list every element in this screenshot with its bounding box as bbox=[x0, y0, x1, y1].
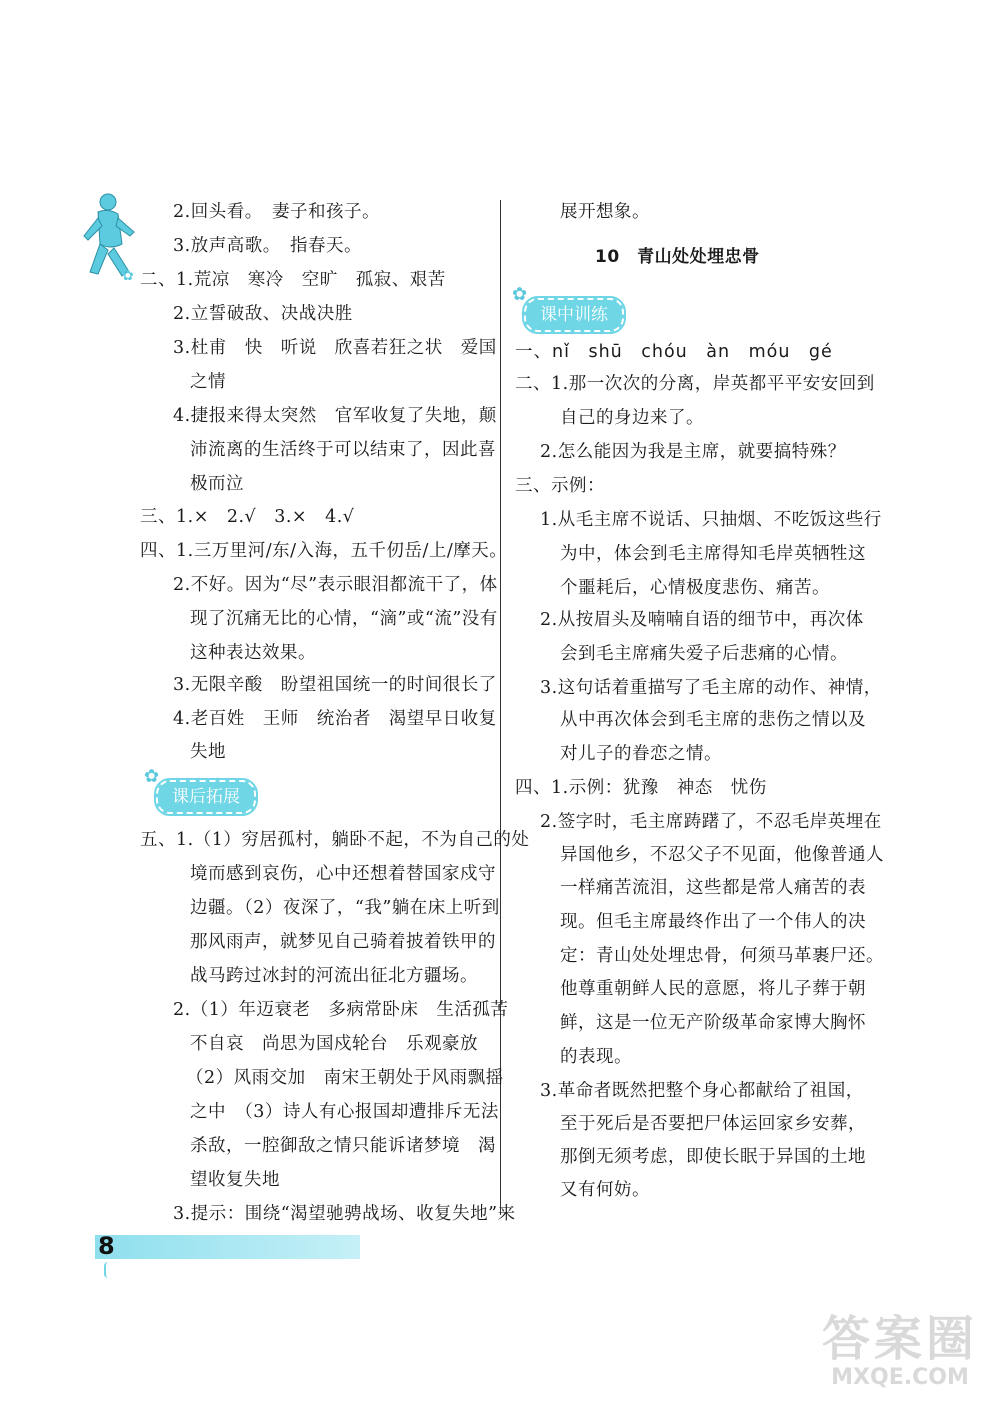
column-divider bbox=[500, 200, 501, 1215]
answer-line: 1.从毛主席不说话、只抽烟、不吃饭这些行 bbox=[540, 510, 882, 530]
answer-line: 之中 （3）诗人有心报国却遭排斥无法 bbox=[190, 1102, 499, 1122]
answer-line: 现。但毛主席最终作出了一个伟人的决 bbox=[560, 912, 866, 932]
answer-line: 望收复失地 bbox=[190, 1170, 280, 1190]
watermark-logo bbox=[810, 1300, 990, 1410]
answer-line: 异国他乡，不忍父子不见面，他像普通人 bbox=[560, 845, 884, 865]
answer-line: 3.这句话着重描写了毛主席的动作、神情， bbox=[540, 678, 882, 698]
pinyin-answers: 一、nǐ shū chóu àn móu gé bbox=[515, 342, 833, 362]
answer-line: 的表现。 bbox=[560, 1047, 632, 1067]
answer-line: 自己的身边来了。 bbox=[560, 408, 704, 428]
answer-line: 现了沉痛无比的心情，“滴”或“流”没有 bbox=[190, 609, 498, 629]
section-badge-classwork: 课中训练 bbox=[524, 298, 624, 332]
answer-line: 会到毛主席痛失爱子后悲痛的心情。 bbox=[560, 644, 848, 664]
answer-line: 3.放声高歌。 指春天。 bbox=[173, 236, 362, 256]
answer-line: 又有何妨。 bbox=[560, 1180, 650, 1200]
answer-line: 他尊重朝鲜人民的意愿，将儿子葬于朝 bbox=[560, 979, 866, 999]
answer-line: 3.杜甫 快 听说 欣喜若狂之状 爱国 bbox=[173, 338, 497, 358]
answer-line: 为中，体会到毛主席得知毛岸英牺牲这 bbox=[560, 544, 866, 564]
decorative-figure-icon bbox=[78, 192, 138, 287]
watermark-title: 答案圈 bbox=[821, 1311, 978, 1367]
answer-line: 极而泣 bbox=[190, 474, 244, 494]
answer-line: 一样痛苦流泪，这些都是常人痛苦的表 bbox=[560, 878, 866, 898]
answer-line: 定：青山处处埋忠骨，何须马革裹尸还。 bbox=[560, 946, 884, 966]
answer-line: 从中再次体会到毛主席的悲伤之情以及 bbox=[560, 710, 866, 730]
answer-line: 杀敌，一腔御敌之情只能诉诸梦境 渴 bbox=[190, 1136, 496, 1156]
answer-line: 3.革命者既然把整个身心都献给了祖国， bbox=[540, 1081, 864, 1101]
answer-line: 2.不好。因为“尽”表示眼泪都流干了，体 bbox=[173, 575, 498, 595]
section-badge-homework: 课后拓展 bbox=[156, 780, 256, 814]
answer-line: 不自哀 尚思为国戍轮台 乐观豪放 bbox=[190, 1034, 478, 1054]
footer-bar bbox=[95, 1235, 360, 1259]
answer-line: 四、1.示例：犹豫 神态 忧伤 bbox=[515, 778, 767, 798]
answer-line: 3.提示：围绕“渴望驰骋战场、收复失地”来 bbox=[173, 1204, 516, 1224]
answer-line: 展开想象。 bbox=[560, 202, 650, 222]
answer-line: 战马跨过冰封的河流出征北方疆场。 bbox=[190, 966, 478, 986]
answer-line: 4.老百姓 王师 统治者 渴望早日收复 bbox=[173, 709, 497, 729]
footer-ornament bbox=[104, 1262, 112, 1278]
answer-line: 2.（1）年迈衰老 多病常卧床 生活孤苦 bbox=[173, 1000, 509, 1020]
answer-line: 失地 bbox=[190, 742, 226, 762]
answer-line: 个噩耗后，心情极度悲伤、痛苦。 bbox=[560, 578, 830, 598]
answer-line: （2）风雨交加 南宋王朝处于风雨飘摇 bbox=[186, 1068, 504, 1088]
answer-line: 至于死后是否要把尸体运回家乡安葬， bbox=[560, 1114, 866, 1134]
answer-line: 4.捷报来得太突然 官军收复了失地，颠 bbox=[173, 406, 497, 426]
answer-line: 边疆。（2）夜深了，“我”躺在床上听到 bbox=[190, 898, 500, 918]
answer-line: 2.立誓破敌、决战决胜 bbox=[173, 304, 353, 324]
answer-line: 2.从按眉头及喃喃自语的细节中，再次体 bbox=[540, 610, 864, 630]
answer-line: 2.签字时，毛主席踌躇了，不忍毛岸英埋在 bbox=[540, 812, 882, 832]
answer-line: 五、1.（1）穷居孤村，躺卧不起，不为自己的处 bbox=[140, 830, 530, 850]
answer-line: 那倒无须考虑，即使长眠于异国的土地 bbox=[560, 1147, 866, 1167]
answer-line: 二、1.那一次次的分离，岸英都平平安安回到 bbox=[515, 374, 875, 394]
flower-icon: ✿ bbox=[144, 766, 160, 787]
lesson-title: 10 青山处处埋忠骨 bbox=[595, 247, 760, 267]
watermark-url: MXQE.COM bbox=[831, 1365, 969, 1390]
answer-line: 这种表达效果。 bbox=[190, 643, 316, 663]
answer-line: 三、1.× 2.√ 3.× 4.√ bbox=[140, 507, 355, 527]
answer-line: 境而感到哀伤，心中还想着替国家戍守 bbox=[190, 864, 496, 884]
answer-line: 那风雨声，就梦见自己骑着披着铁甲的 bbox=[190, 932, 496, 952]
answer-line: 三、示例： bbox=[515, 476, 605, 496]
answer-line: 3.无限辛酸 盼望祖国统一的时间很长了 bbox=[173, 675, 497, 695]
answer-line: 沛流离的生活终于可以结束了，因此喜 bbox=[190, 440, 496, 460]
svg-text:✿: ✿ bbox=[122, 268, 134, 284]
answer-line: 二、1.荒凉 寒冷 空旷 孤寂、艰苦 bbox=[140, 270, 446, 290]
answer-line: 2.怎么能因为我是主席，就要搞特殊？ bbox=[540, 442, 846, 462]
answer-line: 对儿子的眷恋之情。 bbox=[560, 744, 722, 764]
answer-line: 鲜，这是一位无产阶级革命家博大胸怀 bbox=[560, 1013, 866, 1033]
answer-line: 2.回头看。 妻子和孩子。 bbox=[173, 202, 380, 222]
answer-line: 四、1.三万里河/东/入海，五千仞岳/上/摩天。 bbox=[140, 541, 508, 561]
flower-icon: ✿ bbox=[512, 284, 528, 305]
page-number: 8 bbox=[98, 1232, 115, 1260]
answer-line: 之情 bbox=[190, 372, 226, 392]
